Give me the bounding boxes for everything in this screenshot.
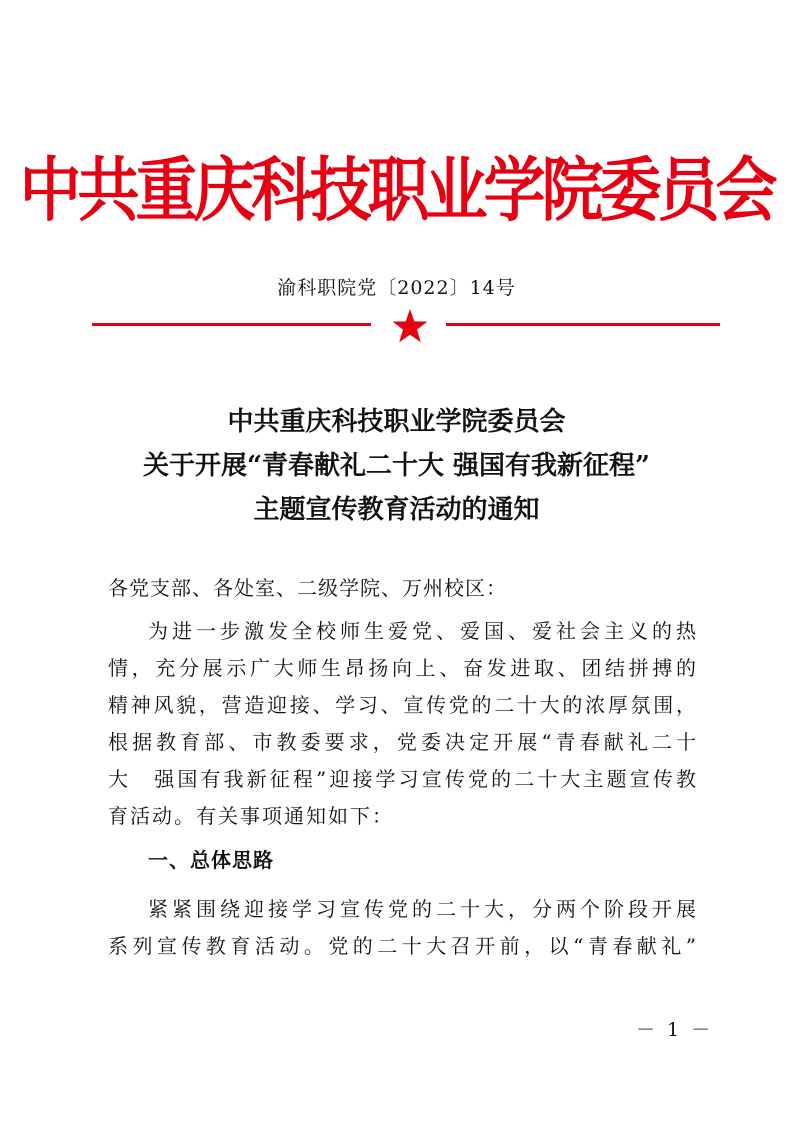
page-number: － 1 － xyxy=(636,1019,714,1041)
document-title-line-1: 中共重庆科技职业学院委员会 xyxy=(227,407,566,437)
red-divider-right xyxy=(446,323,720,326)
paragraph-1-line-2: 情，充分展示广大师生昂扬向上、奋发进取、团结拼搏的 xyxy=(108,656,698,680)
paragraph-1-line-4: 根据教育部、市教委要求，党委决定开展“青春献礼二十 xyxy=(108,730,698,754)
document-title-line-2: 关于开展“青春献礼二十大 强国有我新征程” xyxy=(143,451,650,481)
paragraph-1-line-6: 育活动。有关事项通知如下： xyxy=(108,804,394,828)
paragraph-1-line-1: 为进一步激发全校师生爱党、爱国、爱社会主义的热 xyxy=(148,619,698,643)
red-divider-left xyxy=(92,323,371,326)
document-number: 渝科职院党〔2022〕14号 xyxy=(277,277,516,299)
document-title-line-3: 主题宣传教育活动的通知 xyxy=(253,495,540,525)
paragraph-2-line-2: 系列宣传教育活动。党的二十大召开前，以“青春献礼” xyxy=(108,934,698,958)
salutation: 各党支部、各处室、二级学院、万州校区： xyxy=(108,576,507,600)
section-heading-1: 一、总体思路 xyxy=(148,848,274,872)
letterhead-issuer: 中共重庆科技职业学院委员会 xyxy=(19,148,774,231)
star-icon xyxy=(391,308,429,344)
paragraph-1-line-5: 大 强国有我新征程”迎接学习宣传党的二十大主题宣传教 xyxy=(108,767,698,791)
paragraph-2-line-1: 紧紧围绕迎接学习宣传党的二十大，分两个阶段开展 xyxy=(148,897,698,921)
paragraph-1-line-3: 精神风貌，营造迎接、学习、宣传党的二十大的浓厚氛围， xyxy=(108,693,698,717)
